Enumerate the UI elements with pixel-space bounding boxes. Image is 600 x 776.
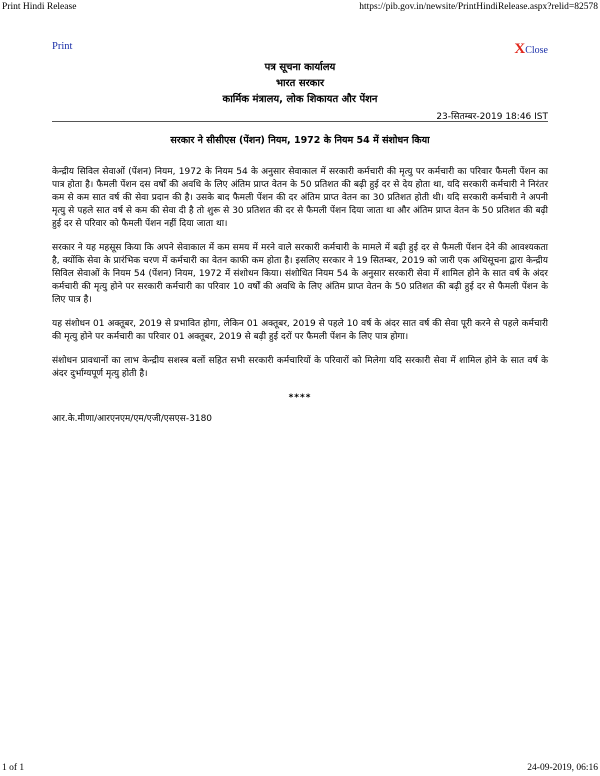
- browser-print-footer: [0, 762, 600, 776]
- release-signature: आर.के.मीणा/आरएनएम/एम/एजी/एसएस-3180: [52, 414, 213, 424]
- release-body: [52, 166, 548, 426]
- print-date: 24-09-2019, 06:16: [527, 763, 598, 773]
- close-link[interactable]: [514, 42, 548, 57]
- paragraph-3: यह संशोधन 01 अक्तूबर, 2019 से प्रभावित होगा, लेकिन 01 अक्तूबर, 2019 से पहले 10 वर्ष के अंदर सात वर्ष की सेवा पूरी करने से पहले कर्मचारी की मृत्यु होने पर कर्मचारी का परिवार 01 अक्तूबर, 2019 से बढ़ी हुई दरों पर फैमली पेंशन के लिए पात्र होगा।: [52, 319, 548, 342]
- close-x-icon: X: [514, 41, 526, 57]
- header-divider: [52, 121, 548, 122]
- release-headline: सरकार ने सीसीएस (पेंशन) नियम, 1972 के नियम 54 में संशोधन किया: [170, 135, 430, 146]
- browser-print-header: [0, 0, 600, 14]
- section-separator: ****: [288, 393, 312, 403]
- paragraph-4: संशोधन प्रावधानों का लाभ केन्द्रीय सशस्त्र बलों सहित सभी सरकारी कर्मचारियों के परिवारों को मिलेगा यदि सरकारी सेवा में शामिल होने के सात वर्ष के अंदर दुर्भाग्यपूर्ण मृत्यु होती है।: [52, 356, 548, 379]
- browser-page-url: https://pib.gov.in/newsite/PrintHindiRelease.aspx?relid=82578: [359, 2, 598, 12]
- office-name: पत्र सूचना कार्यालय: [264, 62, 336, 73]
- ministry-name: कार्मिक मंत्रालय, लोक शिकायत और पेंशन: [222, 94, 378, 105]
- print-link[interactable]: Print: [52, 41, 73, 52]
- browser-page-title: Print Hindi Release: [2, 2, 77, 12]
- release-datetime: 23-सितम्बर-2019 18:46 IST: [436, 112, 548, 122]
- close-label: Close: [525, 45, 548, 56]
- paragraph-1: केन्द्रीय सिविल सेवाओं (पेंशन) नियम, 1972 के नियम 54 के अनुसार सेवाकाल में सरकारी कर्मचारी की मृत्यु पर कर्मचारी का परिवार फैमली पेंशन का पात्र होता है। फैमली पेंशन दस वर्षों की अवधि के लिए अंतिम प्राप्त वेतन के 50 प्रतिशत की बढ़ी हुई दर से देय होता था, यदि सरकारी कर्मचारी ने निरंतर कम से कम सात वर्ष की सेवा प्रदान की है। उसके बाद फैमली पेंशन की दर अंतिम प्राप्त वेतन का 30 प्रतिशत होती थी। यदि सरकारी कर्मचारी ने अपनी मृत्यु से पहले सात वर्ष से कम की सेवा दी है तो शुरू से 30 प्रतिशत की दर से फैमली पेंशन दिया जाता था और अंतिम प्राप्त वेतन के 50 प्रतिशत की बढ़ी हुई दर से परिवार को फैमली पेंशन नहीं दिया जाता था।: [52, 167, 548, 229]
- paragraph-2: सरकार ने यह महसूस किया कि अपने सेवाकाल में कम समय में मरने वाले सरकारी कर्मचारी के मामले में बढ़ी हुई दर से फैमली पेंशन देने की आवश्यकता है, क्योंकि सेवा के प्रारंभिक चरण में कर्मचारी का वेतन काफी कम होता है। इसलिए सरकार ने 19 सितम्बर, 2019 को जारी एक अधिसूचना द्वारा केन्द्रीय सिविल सेवाओं के नियम 54 (पेंशन) नियम, 1972 में संशोधन किया। संशोधित नियम 54 के अनुसार सरकारी सेवा में शामिल होने के सात वर्ष के अंदर कर्मचारी की मृत्यु होने पर सरकारी कर्मचारी का परिवार 10 वर्षों की अवधि के लिए अंतिम प्राप्त वेतन के 50 प्रतिशत की बढ़ी हुई दर से फैमली पेंशन के लिए पात्र है।: [52, 243, 548, 305]
- office-heading: [0, 60, 600, 108]
- page-count: 1 of 1: [2, 763, 25, 773]
- government-name: भारत सरकार: [275, 78, 325, 89]
